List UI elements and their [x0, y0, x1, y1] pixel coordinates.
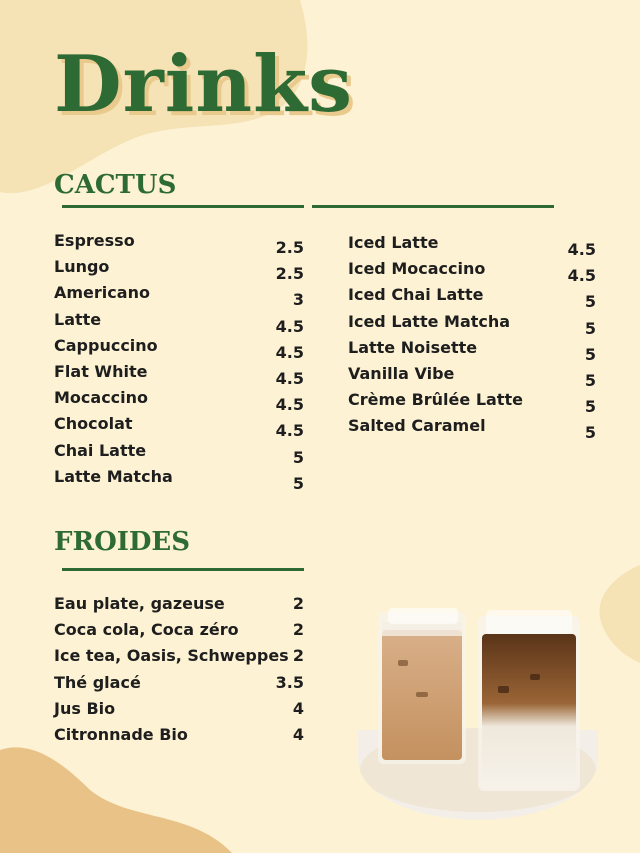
item-price: 5: [584, 423, 596, 443]
item-price: 4.5: [275, 316, 304, 336]
item-name: Citronnade Bio: [54, 724, 188, 744]
item-price: 2: [292, 646, 304, 666]
list-item: [348, 259, 596, 285]
list-item: [348, 390, 596, 416]
list-item: [54, 414, 304, 440]
section-heading-froides: FROIDES: [54, 527, 191, 557]
list-item: [54, 725, 304, 751]
item-name: Jus Bio: [54, 698, 116, 718]
item-price: 3: [292, 290, 304, 310]
item-price: 5: [584, 292, 596, 312]
item-name: Vanilla Vibe: [348, 363, 455, 383]
item-name: Mocaccino: [54, 388, 149, 408]
item-name: Crème Brûlée Latte: [348, 390, 523, 410]
list-item: [54, 441, 304, 467]
item-name: Lungo: [54, 257, 110, 277]
list-item: [54, 594, 304, 620]
item-price: 5: [584, 318, 596, 338]
iced-latte-photo: [358, 600, 598, 825]
item-name: Flat White: [54, 361, 148, 381]
item-price: 4: [292, 698, 304, 718]
froides-list: [54, 594, 304, 751]
item-name: Iced Latte Matcha: [348, 311, 511, 331]
item-price: 5: [584, 370, 596, 390]
item-price: 4.5: [275, 421, 304, 441]
background-blob-bottom-left: [0, 740, 240, 853]
item-price: 2.5: [275, 264, 304, 284]
item-name: Chocolat: [54, 414, 133, 434]
item-name: Latte Noisette: [348, 337, 478, 357]
list-item: [54, 283, 304, 309]
item-name: Iced Chai Latte: [348, 285, 484, 305]
item-price: 4.5: [275, 342, 304, 362]
divider-cactus-right: [312, 205, 554, 208]
item-price: 5: [292, 473, 304, 493]
divider-cactus-left: [62, 205, 304, 208]
list-item: [348, 416, 596, 442]
item-price: 4.5: [275, 368, 304, 388]
list-item: [54, 257, 304, 283]
item-name: Iced Mocaccino: [348, 259, 486, 279]
item-price: 3.5: [275, 672, 304, 692]
list-item: [54, 699, 304, 725]
list-item: [54, 646, 304, 672]
list-item: [54, 467, 304, 493]
item-name: Salted Caramel: [348, 416, 486, 436]
list-item: [54, 310, 304, 336]
item-name: Thé glacé: [54, 672, 141, 692]
item-name: Latte: [54, 309, 102, 329]
item-price: 5: [584, 344, 596, 364]
item-price: 4.5: [567, 240, 596, 259]
item-name: Coca cola, Coca zéro: [54, 620, 239, 640]
menu-title: Drinks: [54, 39, 354, 130]
cactus-left-list: [54, 231, 304, 493]
item-price: 4: [292, 724, 304, 744]
list-item: [54, 336, 304, 362]
list-item: [54, 673, 304, 699]
background-blob-right: [596, 565, 640, 665]
item-price: 4.5: [567, 266, 596, 286]
list-item: [54, 362, 304, 388]
section-heading-cactus: CACTUS: [54, 170, 177, 200]
list-item: [54, 231, 304, 257]
list-item: [348, 338, 596, 364]
list-item: [54, 620, 304, 646]
item-price: 2.5: [275, 238, 304, 257]
list-item: [348, 285, 596, 311]
item-name: Espresso: [54, 231, 135, 250]
cactus-right-list: [348, 233, 596, 443]
item-price: 5: [584, 397, 596, 417]
divider-froides: [62, 568, 304, 571]
item-price: 2: [292, 620, 304, 640]
item-name: Chai Latte: [54, 440, 147, 460]
item-name: Latte Matcha: [54, 466, 173, 486]
item-name: Eau plate, gazeuse: [54, 594, 225, 613]
list-item: [348, 312, 596, 338]
item-name: Americano: [54, 283, 150, 303]
list-item: [348, 364, 596, 390]
item-name: Ice tea, Oasis, Schweppes: [54, 646, 289, 666]
item-price: 5: [292, 447, 304, 467]
item-price: 4.5: [275, 395, 304, 415]
list-item: [348, 233, 596, 259]
item-name: Cappuccino: [54, 335, 158, 355]
item-name: Iced Latte: [348, 233, 439, 252]
item-price: 2: [292, 594, 304, 613]
list-item: [54, 388, 304, 414]
